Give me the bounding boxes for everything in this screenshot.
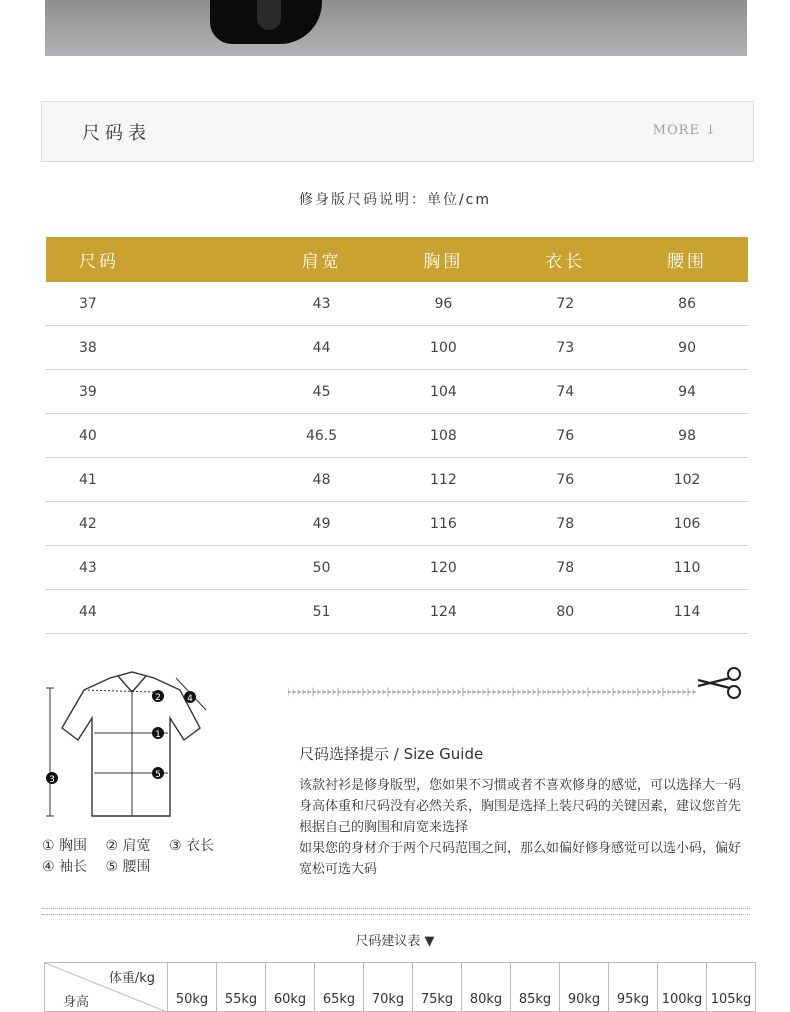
cell-waist: 94 (626, 370, 748, 414)
weight-cell: 90kg (560, 963, 609, 1012)
cell-shoulder: 43 (261, 282, 383, 326)
shirt-diagram (40, 668, 220, 828)
cell-waist: 90 (626, 326, 748, 370)
cell-size: 41 (46, 458, 261, 502)
size-guide-text (299, 775, 745, 880)
cell-waist: 98 (626, 414, 748, 458)
size-row (46, 414, 748, 458)
header-length: 衣长 (504, 237, 626, 282)
recommend-header-row (45, 963, 756, 1012)
cell-shoulder: 45 (261, 370, 383, 414)
cell-size: 38 (46, 326, 261, 370)
cell-chest: 116 (382, 502, 504, 546)
weight-cell: 55kg (217, 963, 266, 1012)
cell-length: 74 (504, 370, 626, 414)
legend-sleeve: ④ 袖长 (42, 859, 88, 875)
cell-chest: 104 (382, 370, 504, 414)
weight-label: 体重/kg (108, 971, 155, 986)
weight-cell: 75kg (413, 963, 462, 1012)
weight-cell: 105kg (707, 963, 756, 1012)
more-label: MORE (652, 123, 700, 138)
cell-chest: 108 (382, 414, 504, 458)
cell-length: 78 (504, 546, 626, 590)
size-row (46, 502, 748, 546)
cell-waist: 86 (626, 282, 748, 326)
cell-length: 78 (504, 502, 626, 546)
recommend-title: 尺码建议表 ▼ (355, 934, 435, 949)
marker-3-label: 3 (49, 775, 55, 785)
header-size: 尺码 (46, 237, 261, 282)
recommend-corner-cell (45, 963, 168, 1012)
weight-cell: 70kg (364, 963, 413, 1012)
cell-shoulder: 46.5 (261, 414, 383, 458)
header-chest: 胸围 (382, 237, 504, 282)
arrow-down-icon: ↓ (705, 123, 717, 138)
cell-shoulder: 50 (261, 546, 383, 590)
size-row (46, 326, 748, 370)
cell-size: 43 (46, 546, 261, 590)
cell-waist: 110 (626, 546, 748, 590)
cell-shoulder: 51 (261, 590, 383, 634)
legend-waist: ⑤ 腰围 (105, 859, 151, 875)
marker-5-label: 5 (155, 770, 161, 780)
cell-size: 42 (46, 502, 261, 546)
cell-length: 76 (504, 414, 626, 458)
cell-length: 76 (504, 458, 626, 502)
legend-length: ③ 衣长 (168, 838, 214, 854)
cell-length: 73 (504, 326, 626, 370)
more-link[interactable] (653, 123, 717, 138)
weight-cell: 95kg (609, 963, 658, 1012)
size-table-header (46, 237, 748, 282)
cell-waist: 106 (626, 502, 748, 546)
guide-line-3: 根据自己的胸围和肩宽来选择 (299, 820, 469, 835)
product-photo (45, 0, 747, 56)
size-row (46, 370, 748, 414)
size-table (46, 237, 748, 634)
height-label: 身高 (63, 995, 90, 1010)
size-chart-banner (41, 101, 754, 162)
legend-shoulder: ② 肩宽 (105, 838, 151, 854)
unit-note: 修身版尺码说明：单位/cm (298, 192, 492, 208)
weight-cell: 85kg (511, 963, 560, 1012)
legend-chest: ① 胸围 (42, 838, 88, 854)
header-waist: 腰围 (626, 237, 748, 282)
recommend-table (44, 962, 756, 1012)
cell-waist: 114 (626, 590, 748, 634)
cell-size: 39 (46, 370, 261, 414)
guide-line-4: 如果您的身材介于两个尺码范围之间，那么如偏好修身感觉可以选小码，偏好 (299, 841, 742, 856)
size-row (46, 282, 748, 326)
cell-shoulder: 48 (261, 458, 383, 502)
size-row (46, 546, 748, 590)
cell-shoulder: 49 (261, 502, 383, 546)
size-row (46, 590, 748, 634)
shoe-highlight (257, 0, 281, 30)
cell-chest: 120 (382, 546, 504, 590)
size-row (46, 458, 748, 502)
weight-cell: 65kg (315, 963, 364, 1012)
section-title: 尺码表 (82, 123, 151, 144)
marker-4-label: 4 (187, 694, 193, 704)
ruler-graphic (288, 682, 696, 702)
guide-line-2: 身高体重和尺码没有必然关系，胸围是选择上装尺码的关键因素，建议您首先 (299, 799, 742, 814)
header-shoulder: 肩宽 (261, 237, 383, 282)
size-guide-title: 尺码选择提示 / Size Guide (299, 745, 484, 763)
weight-cell: 60kg (266, 963, 315, 1012)
scissors-icon (696, 666, 744, 702)
weight-cell: 100kg (658, 963, 707, 1012)
cell-chest: 124 (382, 590, 504, 634)
guide-line-5: 宽松可选大码 (299, 862, 378, 877)
legend-row-2 (42, 856, 150, 876)
cell-length: 80 (504, 590, 626, 634)
cell-waist: 102 (626, 458, 748, 502)
cell-shoulder: 44 (261, 326, 383, 370)
dotted-divider (42, 908, 750, 915)
cell-chest: 100 (382, 326, 504, 370)
legend-row-1 (42, 835, 214, 855)
cell-chest: 112 (382, 458, 504, 502)
cell-size: 37 (46, 282, 261, 326)
weight-cell: 80kg (462, 963, 511, 1012)
marker-1-label: 1 (155, 730, 161, 740)
guide-line-1: 该款衬衫是修身版型，您如果不习惯或者不喜欢修身的感觉，可以选择大一码 (299, 778, 742, 793)
weight-cell: 50kg (168, 963, 217, 1012)
cell-size: 44 (46, 590, 261, 634)
marker-2-label: 2 (155, 693, 161, 703)
cell-size: 40 (46, 414, 261, 458)
cell-chest: 96 (382, 282, 504, 326)
cell-length: 72 (504, 282, 626, 326)
